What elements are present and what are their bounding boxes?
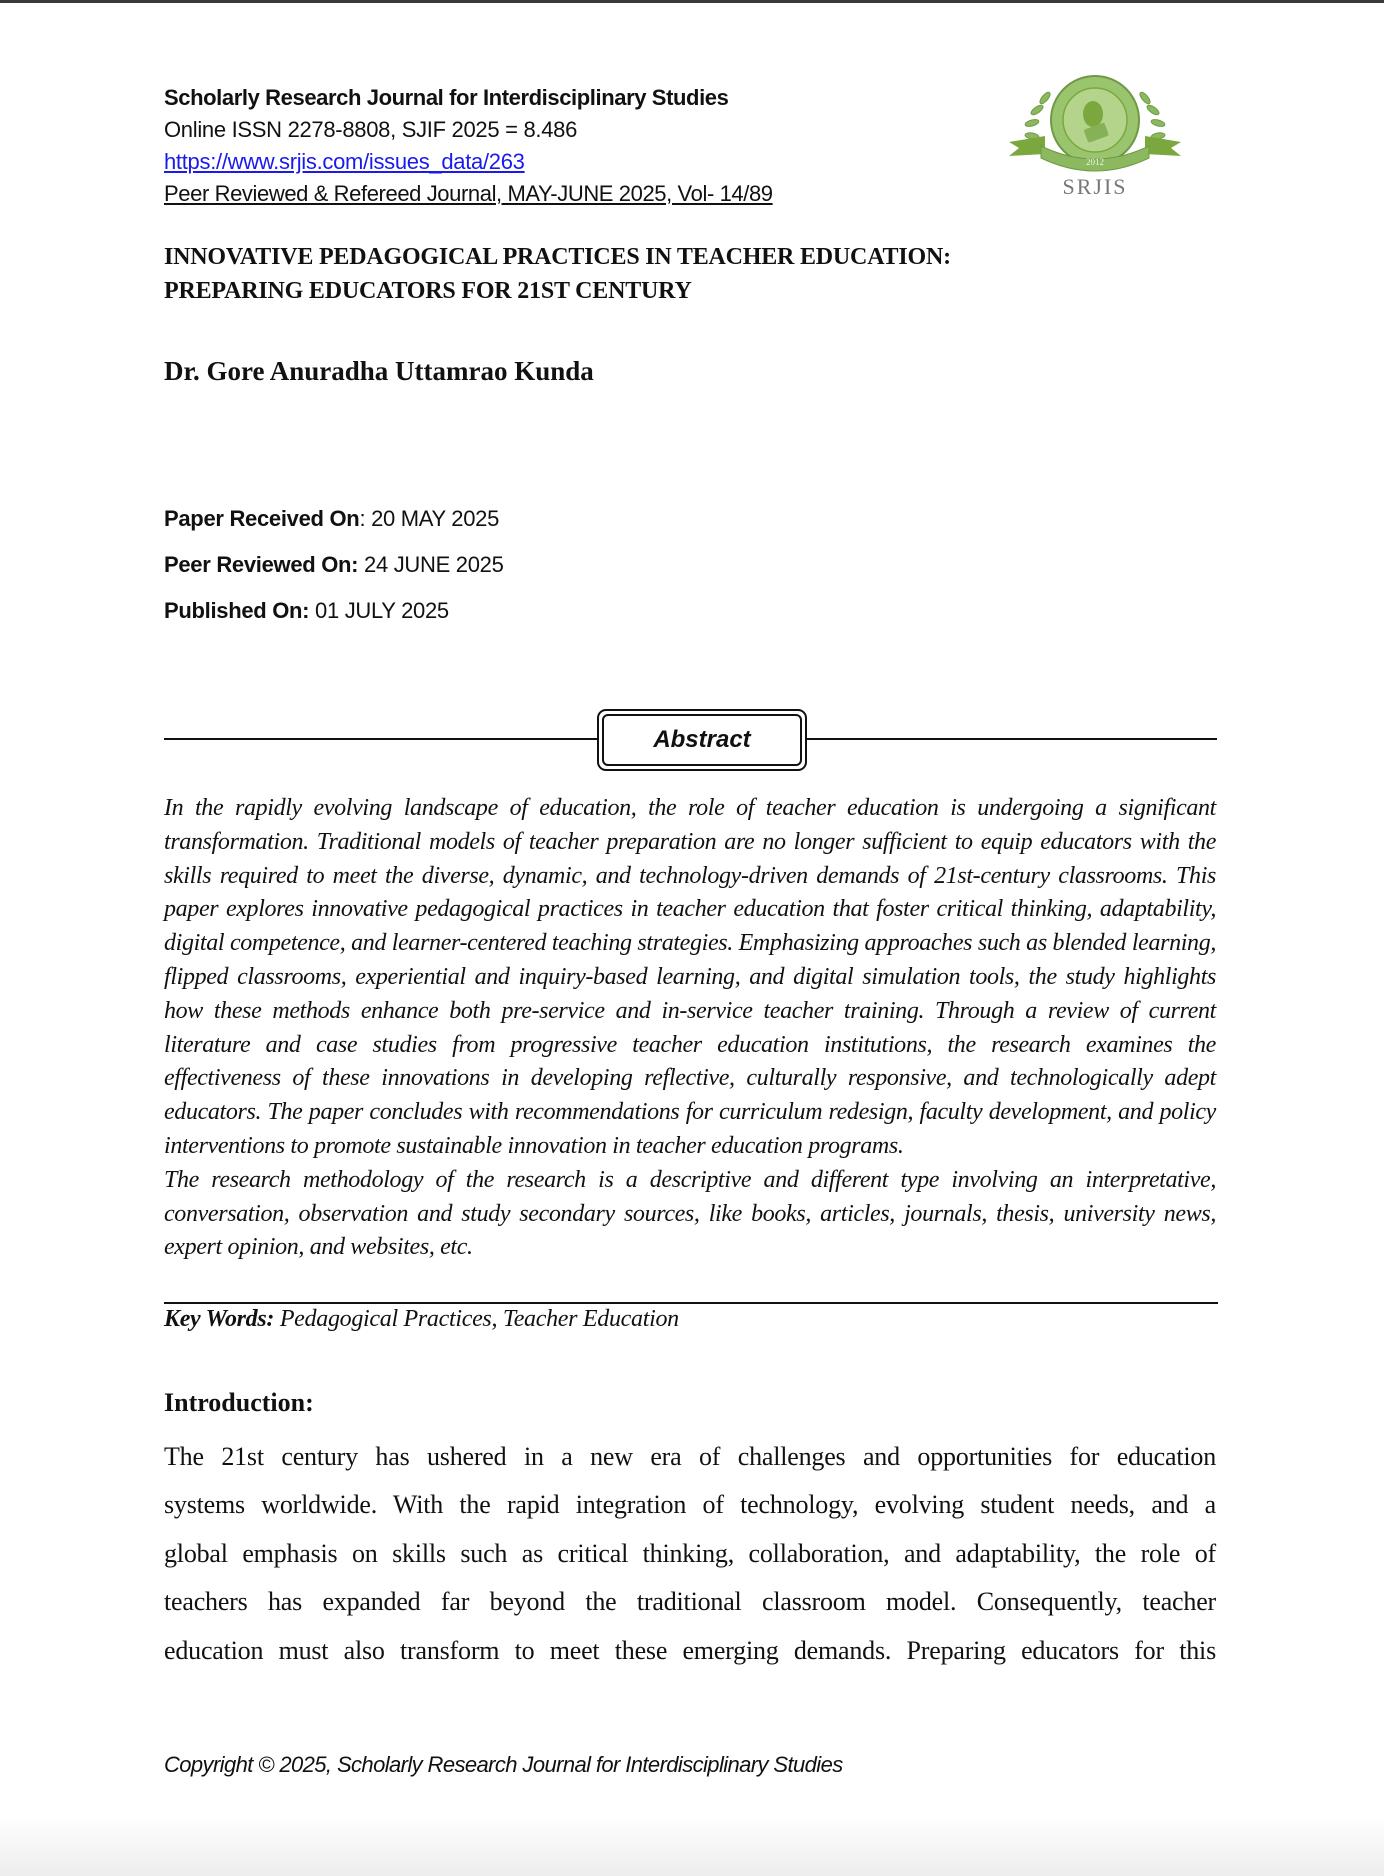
publication-dates (164, 502, 504, 640)
date-label: Peer Reviewed On: (164, 552, 359, 577)
abstract-divider-left (164, 738, 598, 740)
paper-title-line-1: INNOVATIVE PEDAGOGICAL PRACTICES IN TEACHER EDUCATION: (164, 244, 951, 270)
paper-title (164, 240, 951, 308)
abstract-heading-box (597, 709, 807, 771)
introduction-line: global emphasis on skills such as critical thinking, collaboration, and adaptability, the role of (164, 1538, 1216, 1568)
introduction-body (164, 1433, 1216, 1675)
introduction-line: teachers has expanded far beyond the traditional classroom model. Consequently, teacher (164, 1587, 1216, 1617)
keywords-divider (164, 1302, 1218, 1304)
peer-review-line: Peer Reviewed & Refereed Journal, MAY-JUNE 2025, Vol- 14/89 (164, 181, 773, 206)
date-peer-reviewed (164, 548, 504, 594)
date-label: Published On: (164, 598, 310, 623)
introduction-heading: Introduction: (164, 1388, 314, 1417)
date-value: 20 MAY 2025 (371, 506, 500, 531)
paper-title-line-2: PREPARING EDUCATORS FOR 21ST CENTURY (164, 278, 692, 304)
date-received (164, 502, 504, 548)
abstract-paragraph-1: In the rapidly evolving landscape of education, the role of teacher education is undergoing a significant transformation. Traditional models of teacher preparation are no longer sufficient to equip educators with the skills required to meet the diverse, dynamic, and technology-driven demands of 21st-century classrooms. This paper explores innovative pedagogical practices in teacher education that foster critical thinking, adaptability, digital competence, and learner-centered teaching strategies. Emphasizing approaches such as blended learning, flipped classrooms, experiential and inquiry-based learning, and digital simulation tools, the study highlights how these methods enhance both pre-service and in-service teacher training. Through a review of current literature and case studies from progressive teacher education institutions, the research examines the effectiveness of these innovations in developing reflective, culturally responsive, and technologically adept educators. The paper concludes with recommendations for curriculum redesign, faculty development, and policy interventions to promote sustainable innovation in teacher education programs. (164, 795, 1216, 1159)
logo-year: 2012 (1086, 157, 1104, 167)
issn-line: Online ISSN 2278-8808, SJIF 2025 = 8.486 (164, 117, 578, 142)
keywords-value: Pedagogical Practices, Teacher Education (274, 1306, 679, 1332)
journal-issue-link[interactable]: https://www.srjis.com/issues_data/263 (164, 149, 525, 174)
introduction-line: The 21st century has ushered in a new era of challenges and opportunities for education (164, 1442, 1216, 1471)
abstract-divider-right (806, 738, 1217, 740)
keywords (164, 1306, 679, 1333)
logo-label: SRJIS (1062, 174, 1128, 199)
journal-header (164, 82, 773, 210)
date-value: 24 JUNE 2025 (364, 552, 504, 577)
journal-name: Scholarly Research Journal for Interdisciplinary Studies (164, 85, 729, 110)
abstract-body (164, 792, 1216, 1265)
srjis-laurel-seal-icon (1005, 68, 1185, 200)
viewer-bottom-shade (0, 1816, 1384, 1876)
introduction-line: systems worldwide. With the rapid integration of technology, evolving student needs, and a (164, 1490, 1216, 1520)
date-published (164, 594, 504, 640)
author-name: Dr. Gore Anuradha Uttamrao Kunda (164, 356, 594, 386)
date-separator: : (359, 506, 372, 531)
date-value: 01 JULY 2025 (315, 598, 449, 623)
abstract-paragraph-2: The research methodology of the research is a descriptive and different type involving an interpretative, conversation, observation and study secondary sources, like books, articles, journals, thesis, university news, expert opinion, and websites, etc. (164, 1166, 1216, 1261)
date-label: Paper Received On (164, 506, 360, 531)
abstract-heading: Abstract (602, 714, 802, 766)
viewer-top-border (0, 0, 1384, 3)
keywords-label: Key Words: (164, 1306, 275, 1332)
copyright-footer: Copyright © 2025, Scholarly Research Journal for Interdisciplinary Studies (164, 1752, 843, 1777)
srjis-logo (1005, 68, 1185, 200)
introduction-line: education must also transform to meet these emerging demands. Preparing educators for this (164, 1635, 1216, 1665)
